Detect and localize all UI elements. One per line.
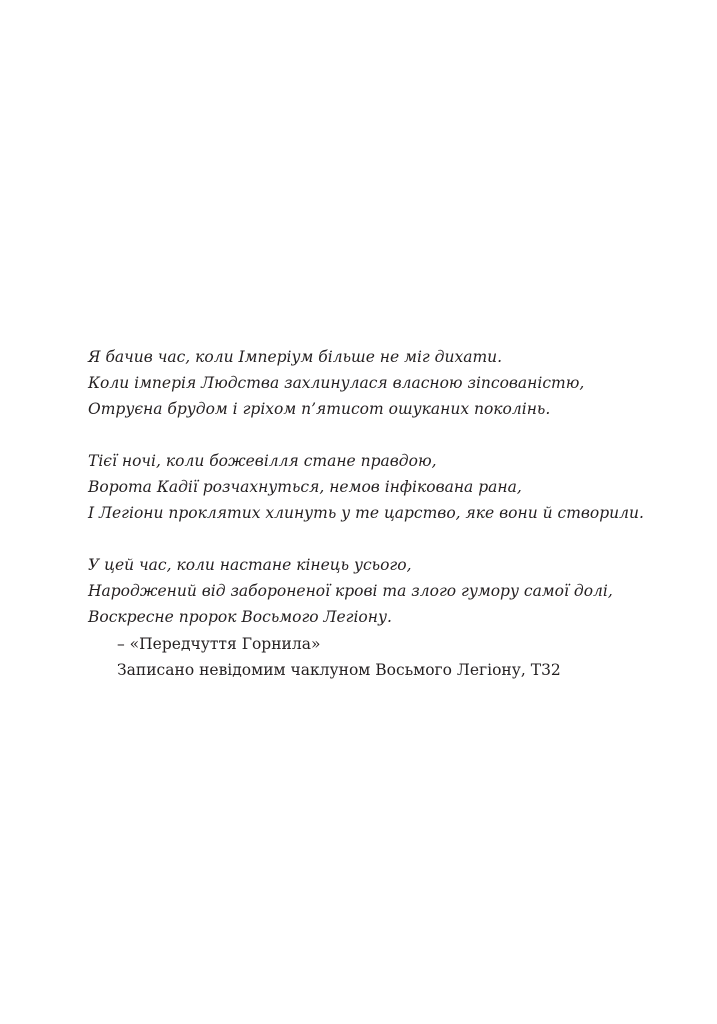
- poem-line: Коли імперія Людства захлинулася власною зіпсованістю,: [88, 374, 585, 392]
- poem-line: І Легіони проклятих хлинуть у те царство, яке вони й створили.: [88, 504, 644, 522]
- poem-line: Тієї ночі, коли божевілля стане правдою,: [88, 452, 437, 470]
- poem-line: Я бачив час, коли Імперіум більше не міг дихати.: [88, 348, 503, 366]
- stanza-2: [88, 448, 688, 526]
- poem-line: Отруєна брудом і гріхом п’ятисот ошуканих поколінь.: [88, 400, 551, 418]
- attribution-source: – «Передчуття Горнила»: [117, 635, 321, 653]
- stanza-1: [88, 344, 688, 422]
- epigraph-attribution: [117, 631, 697, 683]
- poem-line: Народжений від забороненої крові та злого гумору самої долі,: [88, 582, 613, 600]
- poem-line: Воскресне пророк Восьмого Легіону.: [88, 608, 392, 626]
- attribution-author: Записано невідомим чаклуном Восьмого Легіону, Т32: [117, 661, 561, 679]
- stanza-3: [88, 552, 688, 630]
- poem-line: У цей час, коли настане кінець усього,: [88, 556, 412, 574]
- poem-line: Ворота Кадії розчахнуться, немов інфікована рана,: [88, 478, 522, 496]
- epigraph-poem: [88, 344, 688, 656]
